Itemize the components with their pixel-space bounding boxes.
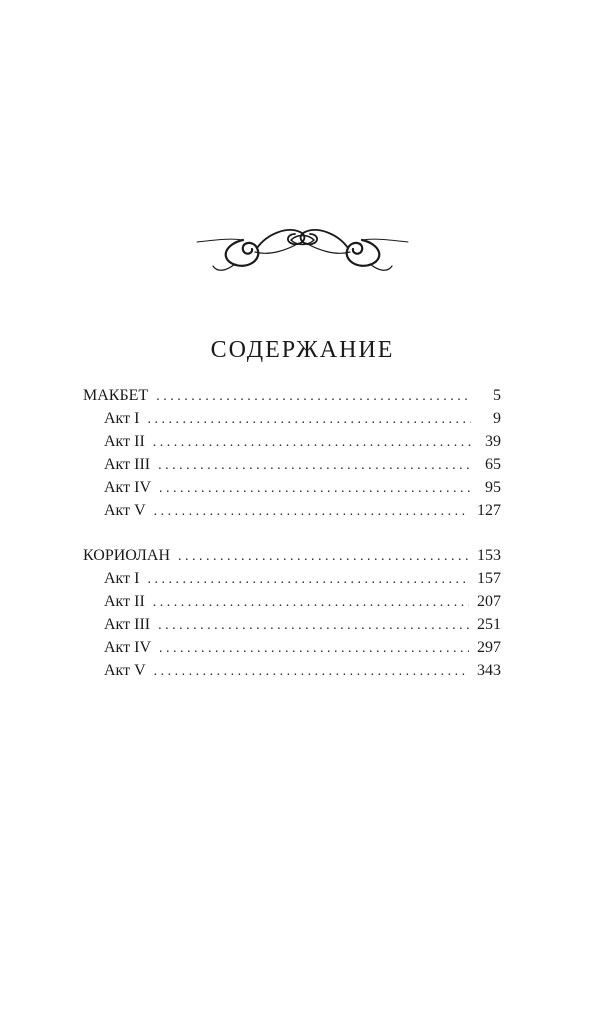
leader-dots <box>156 385 471 408</box>
toc-entry-title: Акт III <box>104 456 151 473</box>
leader-dots <box>159 477 471 500</box>
toc-entry-act[interactable] <box>83 613 501 636</box>
toc-entry-act[interactable] <box>83 453 501 476</box>
toc-entry-page: 297 <box>477 639 501 656</box>
toc-entry-page: 9 <box>493 410 501 427</box>
toc-entry-title: Акт I <box>104 570 140 587</box>
toc-section-macbeth <box>83 384 501 522</box>
toc-entry-title: Акт IV <box>104 639 151 656</box>
toc-entry-title: Акт IV <box>104 479 151 496</box>
toc-entry-title: Акт III <box>104 616 151 633</box>
toc-entry-page: 153 <box>477 547 501 564</box>
toc-entry-title: Акт I <box>104 410 140 427</box>
toc-entry-page: 95 <box>485 479 501 496</box>
leader-dots <box>158 614 469 637</box>
toc-entry-page: 127 <box>477 502 501 519</box>
toc-entry-act[interactable] <box>83 499 501 522</box>
toc-entry-title: МАКБЕТ <box>83 387 149 404</box>
toc-entry-page: 343 <box>477 662 501 679</box>
toc-entry-page: 65 <box>485 456 501 473</box>
leader-dots <box>154 660 469 683</box>
toc-entry-page: 5 <box>493 387 501 404</box>
toc-entry-title: Акт V <box>104 502 146 519</box>
toc-entry-page: 39 <box>485 433 501 450</box>
toc-entry-act[interactable] <box>83 567 501 590</box>
leader-dots <box>147 568 469 591</box>
flourish-ornament-icon <box>195 210 410 280</box>
toc-entry-act[interactable] <box>83 476 501 499</box>
toc-entry-play[interactable] <box>83 384 501 407</box>
toc-entry-play[interactable] <box>83 544 501 567</box>
leader-dots <box>153 591 469 614</box>
toc-entry-act[interactable] <box>83 430 501 453</box>
leader-dots <box>154 500 469 523</box>
leader-dots <box>159 637 469 660</box>
page-title: СОДЕРЖАНИЕ <box>210 337 395 363</box>
leader-dots <box>178 545 469 568</box>
toc-entry-act[interactable] <box>83 659 501 682</box>
toc-entry-page: 251 <box>477 616 501 633</box>
leader-dots <box>153 431 471 454</box>
leader-dots <box>147 408 471 431</box>
toc-entry-act[interactable] <box>83 636 501 659</box>
toc-entry-title: Акт II <box>104 433 145 450</box>
toc-entry-act[interactable] <box>83 407 501 430</box>
toc-entry-title: Акт V <box>104 662 146 679</box>
leader-dots <box>158 454 471 477</box>
toc-entry-page: 207 <box>477 593 501 610</box>
table-of-contents <box>83 384 501 704</box>
toc-entry-page: 157 <box>477 570 501 587</box>
toc-entry-title: Акт II <box>104 593 145 610</box>
toc-entry-act[interactable] <box>83 590 501 613</box>
toc-entry-title: КОРИОЛАН <box>83 547 170 564</box>
toc-section-coriolanus <box>83 544 501 682</box>
